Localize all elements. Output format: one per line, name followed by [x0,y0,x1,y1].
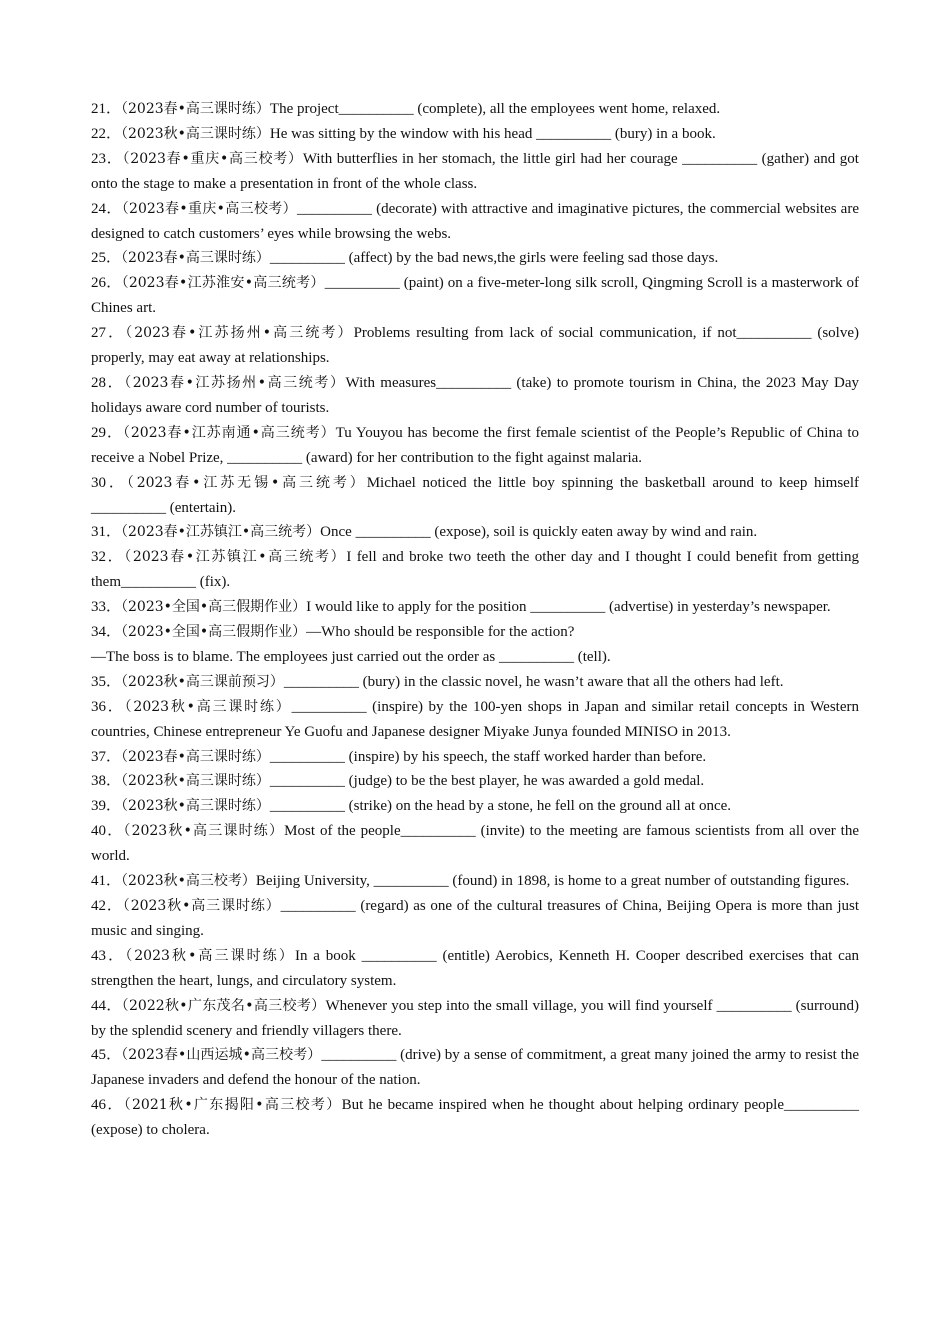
question-23 [91,147,859,197]
question-number: 39． [91,798,122,815]
question-text: But he became inspired when he thought about helping ordinary people__________ (expose) to cholera. [91,1097,859,1139]
question-text: The project__________ (complete), all the employees went home, relaxed. [269,101,721,117]
question-source: （2023秋•高三课前预习） [121,673,284,690]
question-26 [91,271,859,321]
question-source: （2021秋•广东揭阳•高三校考） [123,1097,342,1114]
question-text: Problems resulting from lack of social communication, if not__________ (solve) properly, may eat away at relationships. [91,325,859,367]
question-38 [91,769,859,794]
question-number: 34． [91,624,122,641]
question-source: （2023秋•高三课时练） [121,125,270,142]
question-40 [91,819,859,869]
question-text: __________ (judge) to be the best player, he was awarded a gold medal. [269,773,705,790]
question-text: Beijing University, __________ (found) in 1898, is home to a great number of outstanding figures. [255,873,850,890]
question-text: __________ (strike) on the head by a stone, he fell on the ground all at once. [269,798,732,815]
question-number: 22． [91,125,122,142]
question-source: （2023春•江苏镇江•高三统考） [121,524,321,541]
question-number: 37． [91,748,122,765]
question-number: 46． [91,1097,124,1114]
question-34 [91,620,859,645]
question-text: __________ (paint) on a five-meter-long silk scroll, Qingming Scroll is a masterwork of Chines art. [91,275,859,317]
question-34-response [91,645,859,670]
question-number: 24． [91,200,122,217]
question-source: （2023春•江苏南通•高三统考） [122,424,336,441]
question-number: 35． [91,673,122,690]
question-36 [91,695,859,745]
question-text: __________ (regard) as one of the cultural treasures of China, Beijing Opera is more than just music and singing. [91,898,859,939]
question-source: （2023春•高三课时练） [121,101,270,117]
question-source: （2022秋•广东茂名•高三校考） [121,997,326,1014]
question-list [91,97,859,1143]
question-21 [91,97,859,122]
question-text-continued: —The boss is to blame. The employees just carried out the order as __________ (tell). [91,648,611,665]
question-33 [91,595,859,620]
question-number: 45． [91,1047,122,1064]
question-number: 30． [91,474,127,491]
question-31 [91,520,859,545]
question-source: （2023春•江苏扬州•高三统考） [124,374,346,391]
question-text: In a book __________ (entitle) Aerobics, Kenneth H. Cooper described exercises that can strengthen the heart, lungs, and circulatory system. [91,947,859,989]
question-number: 41． [91,873,122,890]
question-source: （2023春•江苏淮安•高三统考） [121,275,325,292]
question-text: Once __________ (expose), soil is quickly eaten away by wind and rain. [320,524,758,541]
question-35 [91,670,859,695]
question-28 [91,371,859,421]
question-text: I fell and broke two teeth the other day and I thought I could benefit from getting them__________ (fix). [91,549,859,591]
question-source: （2023秋•高三课时练） [121,773,270,790]
question-source: （2023春•重庆•高三校考） [122,150,303,167]
question-22 [91,122,859,147]
question-source: （2023春•山西运城•高三校考） [121,1047,322,1064]
question-source: （2023春•高三课时练） [121,250,270,267]
question-text: __________ (bury) in the classic novel, he wasn’t aware that all the others had left. [283,673,784,690]
question-text: __________ (decorate) with attractive and imaginative pictures, the commercial websites are designed to catch customers’ eyes while browsing the webs. [91,200,859,242]
question-source: （2023秋•高三校考） [121,873,256,890]
question-43 [91,944,859,994]
question-text: __________ (affect) by the bad news,the girls were feeling sad those days. [269,250,719,267]
question-29 [91,421,859,471]
question-text: I would like to apply for the position __________ (advertise) in yesterday’s newspaper. [306,599,831,616]
question-number: 23． [91,150,123,167]
question-number: 26． [91,275,122,292]
question-number: 27． [91,325,126,342]
question-44 [91,994,859,1044]
question-number: 25． [91,250,122,267]
question-number: 31． [91,524,122,541]
question-46 [91,1093,859,1143]
question-number: 32． [91,549,125,566]
question-42 [91,894,859,944]
question-text: With measures__________ (take) to promote tourism in China, the 2023 May Day holidays aware cord number of tourists. [91,374,859,416]
question-text: Whenever you step into the small village, you will find yourself __________ (surround) by the splendid scenery and friendly villagers there. [91,997,859,1039]
question-text: __________ (drive) by a sense of commitment, a great many joined the army to resist the Japanese invaders and defend the honour of the nation. [91,1047,859,1089]
question-number: 40． [91,823,124,840]
question-number: 36． [91,698,125,715]
question-source: （2023春•高三课时练） [121,748,270,765]
question-number: 33． [91,599,122,616]
question-text: __________ (inspire) by his speech, the staff worked harder than before. [269,748,707,765]
question-number: 28． [91,374,125,391]
question-number: 38． [91,773,122,790]
question-number: 44． [91,997,122,1014]
question-39 [91,794,859,819]
question-text: With butterflies in her stomach, the little girl had her courage __________ (gather) and got onto the stage to make a presentation in front of the whole class. [91,150,859,192]
question-30 [91,471,859,521]
question-45 [91,1043,859,1093]
question-27 [91,321,859,371]
question-text: Most of the people__________ (invite) to the meeting are famous scientists from all over the world. [91,823,860,865]
question-source: （2023•全国•高三假期作业） [121,624,307,641]
question-text: __________ (inspire) by the 100-yen shops in Japan and similar retail concepts in Western countries, Chinese entrepreneur Ye Guofu and Japanese designer Miyake Junya founded MINISO in 2013. [91,698,859,740]
question-source: （2023秋•高三课时练） [121,798,270,815]
question-32 [91,545,859,595]
question-source: （2023春•江苏无锡•高三统考） [126,474,367,491]
question-number: 29． [91,424,123,441]
question-text: Tu Youyou has become the first female scientist of the People’s Republic of China to receive a Nobel Prize, __________ (award) for her contribution to the fight against malaria. [91,424,859,466]
question-source: （2023秋•高三课时练） [122,898,281,914]
question-24 [91,197,859,247]
question-source: （2023春•重庆•高三校考） [121,200,297,217]
question-number: 43． [91,947,126,964]
question-text: He was sitting by the window with his head __________ (bury) in a book. [269,125,716,142]
question-37 [91,745,859,770]
question-text: —Who should be responsible for the action? [306,624,575,641]
question-source: （2023春•江苏扬州•高三统考） [125,325,354,342]
question-41 [91,869,859,894]
question-source: （2023秋•高三课时练） [123,823,285,840]
question-source: （2023春•江苏镇江•高三统考） [124,549,347,566]
question-source: （2023•全国•高三假期作业） [121,599,307,616]
question-source: （2023秋•高三课时练） [125,947,295,964]
question-source: （2023秋•高三课时练） [124,698,292,715]
question-number: 42． [91,898,123,914]
question-number: 21． [91,101,122,117]
question-text: Michael noticed the little boy spinning the basketball around to keep himself __________ (entertain). [91,474,859,516]
question-25 [91,246,859,271]
